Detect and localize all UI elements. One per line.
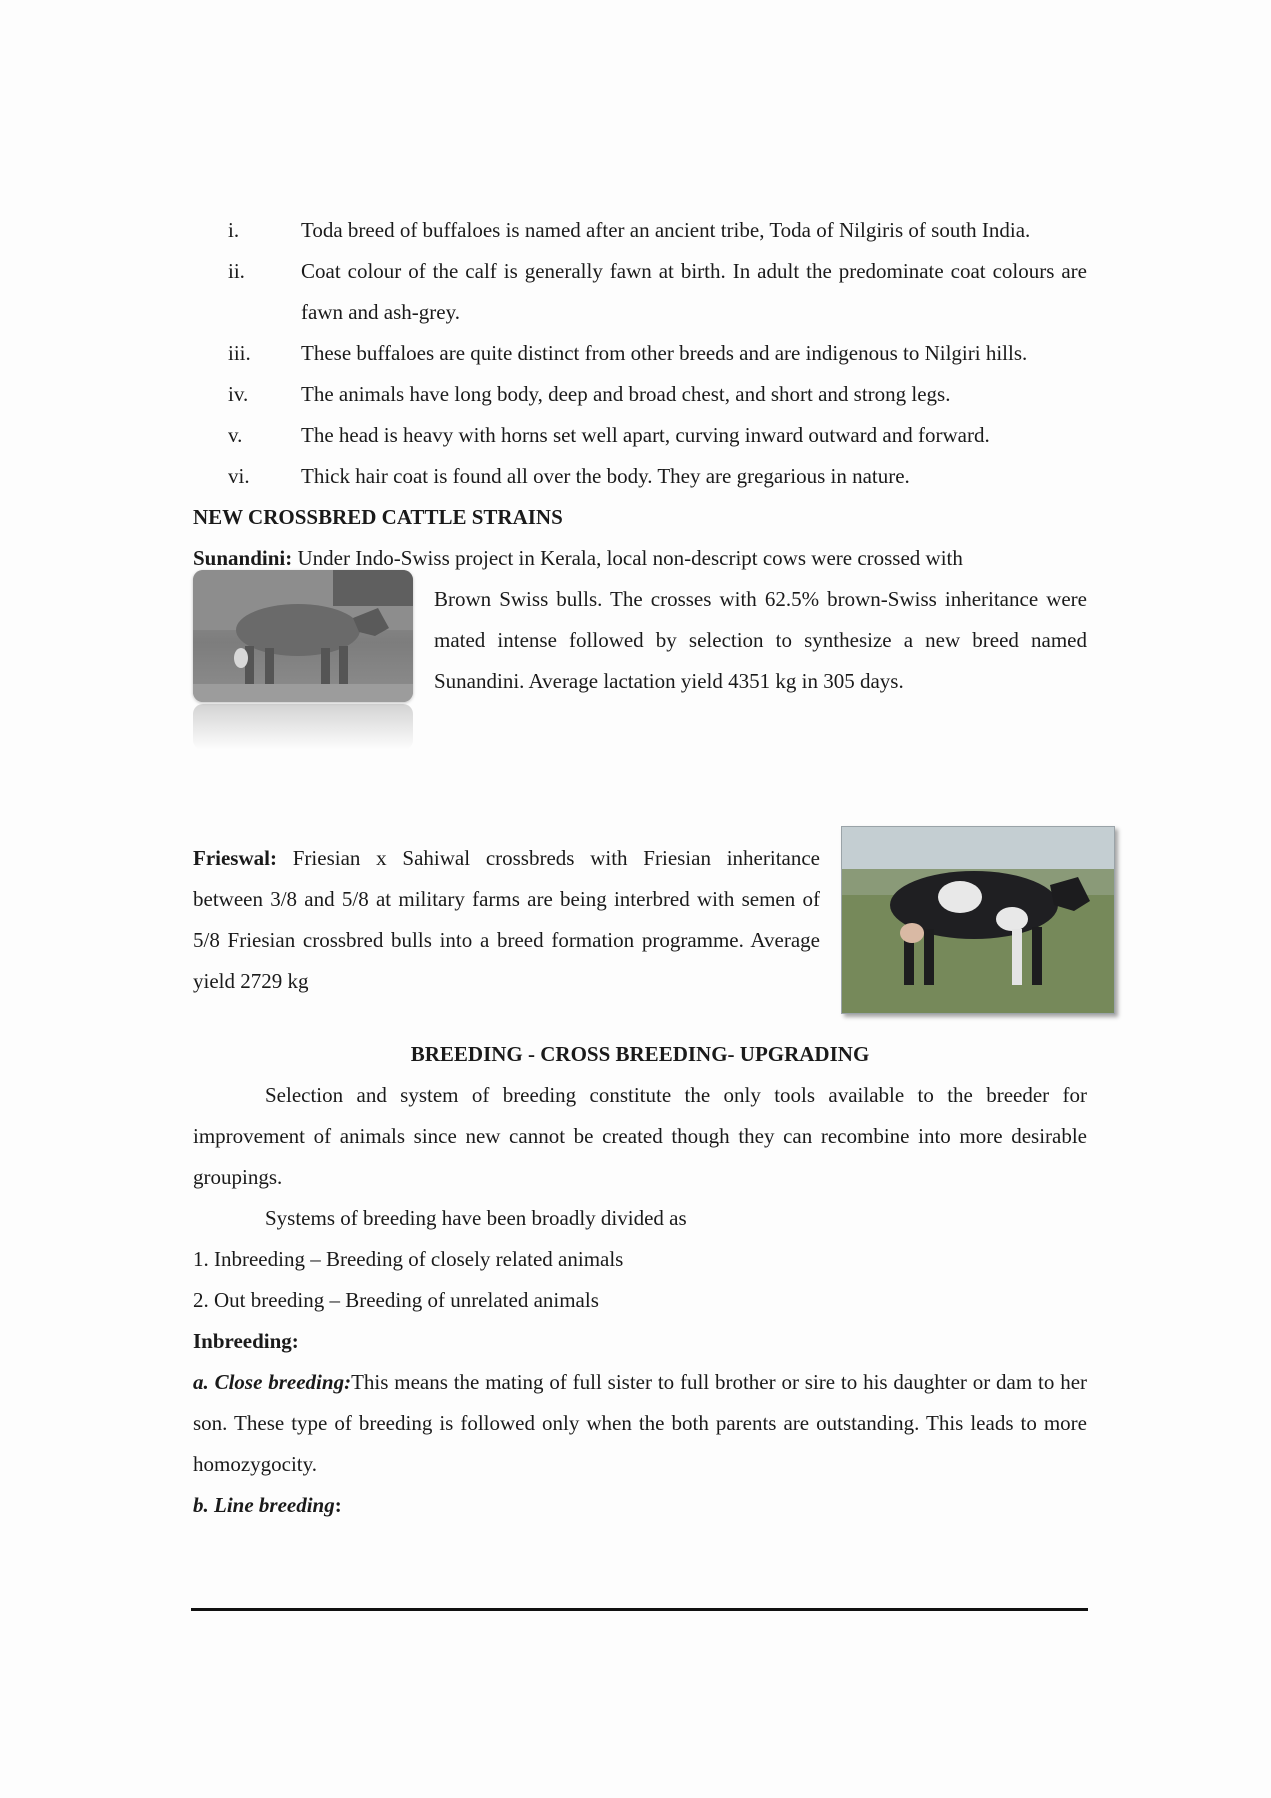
list-item-number: ii.	[228, 259, 245, 283]
list-item-number: v.	[228, 423, 243, 447]
line-breeding-label: b. Line breeding	[193, 1493, 335, 1517]
list-item-text: The head is heavy with horns set well apart, curving inward outward and forward.	[301, 423, 990, 447]
sunandini-label: Sunandini:	[193, 546, 293, 570]
breeding-list-item-1: 1. Inbreeding – Breeding of closely related animals	[193, 1247, 624, 1271]
frieswal-text: Friesian x Sahiwal crossbreds with Friesian inheritance between 3/8 and 5/8 at military farms are being interbred with semen of 5/8 Friesian crossbred bulls into a breed formation programme. Average yield 2729 kg	[193, 846, 821, 993]
list-item-text: Coat colour of the calf is generally fawn at birth. In adult the predominate coat colours are fawn and ash-grey.	[301, 259, 1087, 324]
close-breeding-paragraph	[193, 1362, 1087, 1485]
list-item-text: Thick hair coat is found all over the body. They are gregarious in nature.	[301, 464, 910, 488]
page-content	[193, 210, 1087, 1526]
sunandini-section	[193, 538, 1087, 784]
list-item-text: Toda breed of buffaloes is named after an ancient tribe, Toda of Nilgiris of south India.	[301, 218, 1031, 242]
cow-silhouette-icon	[193, 570, 413, 702]
close-breeding-text: This means the mating of full sister to full brother or sire to his daughter or dam to her son. These type of breeding is followed only when the both parents are outstanding. This leads to more homozygocity.	[193, 1370, 1088, 1476]
list-item-text: These buffaloes are quite distinct from other breeds and are indigenous to Nilgiri hills.	[301, 341, 1028, 365]
crossbred-heading: NEW CROSSBRED CATTLE STRAINS	[193, 505, 563, 529]
list-item	[193, 456, 1087, 497]
list-item-number: i.	[228, 218, 240, 242]
sunandini-photo-reflection	[193, 704, 413, 750]
frieswal-description	[193, 838, 820, 1002]
close-breeding-label: a. Close breeding:	[193, 1370, 352, 1394]
list-item	[193, 333, 1087, 374]
sunandini-first-text: Under Indo-Swiss project in Kerala, local non-descript cows were crossed with	[297, 546, 963, 570]
list-item	[193, 415, 1087, 456]
breeding-paragraph-2: Systems of breeding have been broadly divided as	[265, 1206, 687, 1230]
list-item-number: vi.	[228, 464, 250, 488]
list-item	[193, 210, 1087, 251]
list-item-number: iv.	[228, 382, 249, 406]
sunandini-description: Brown Swiss bulls. The crosses with 62.5% brown-Swiss inheritance were mated intense followed by selection to synthesize a new breed named Sunandini. Average lactation yield 4351 kg in 305 days.	[434, 587, 1087, 693]
footer-divider	[191, 1608, 1088, 1611]
toda-points-list	[193, 210, 1087, 497]
list-item	[193, 374, 1087, 415]
list-item-text: The animals have long body, deep and broad chest, and short and strong legs.	[301, 382, 951, 406]
breeding-heading: BREEDING - CROSS BREEDING- UPGRADING	[410, 1042, 870, 1066]
breeding-paragraph-1: Selection and system of breeding constitute the only tools available to the breeder for improvement of animals since new cannot be created though they can recombine into more desirable groupings.	[193, 1083, 1087, 1189]
frieswal-cow-photo	[841, 826, 1115, 1014]
list-item	[193, 251, 1087, 333]
line-breeding-line	[193, 1485, 1087, 1526]
line-breeding-colon: :	[334, 1493, 342, 1517]
inbreeding-heading: Inbreeding:	[193, 1329, 299, 1353]
frieswal-section	[193, 838, 1087, 1034]
cow-silhouette-icon	[842, 827, 1114, 1013]
frieswal-label: Frieswal:	[193, 846, 277, 870]
sunandini-cow-photo	[193, 570, 413, 702]
breeding-list-item-2: 2. Out breeding – Breeding of unrelated animals	[193, 1288, 599, 1312]
list-item-number: iii.	[228, 341, 251, 365]
